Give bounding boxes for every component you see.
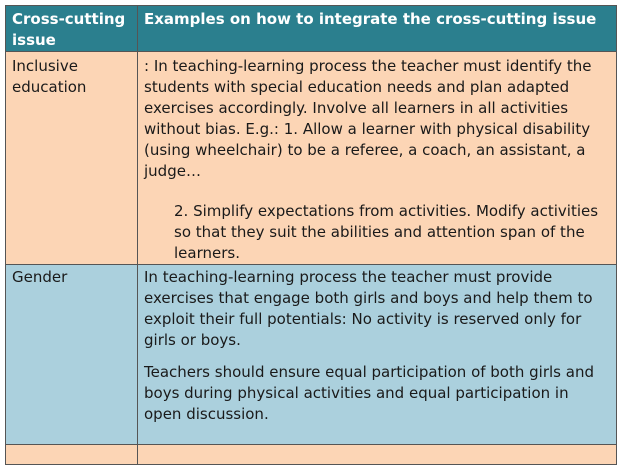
partial-cell-1	[6, 445, 138, 465]
issue-cell-inclusive-education: Inclusive education	[6, 52, 138, 265]
table-header-row	[6, 6, 617, 52]
table-row-inclusive-education	[6, 52, 617, 265]
inclusive-paragraph-2: 2. Simplify expectations from activities. Modify activities so that they suit the abilities and attention span of the learners.	[174, 202, 599, 262]
header-examples: Examples on how to integrate the cross-cutting issue	[138, 6, 617, 52]
inclusive-paragraph-1: : In teaching-learning process the teacher must identify the students with special education needs and plan adapted exercises accordingly. Involve all learners in all activities without bias. E.g.: 1. Allow a learner with physical disability (using wheelchair) to be a referee, a coach, an assistant, a judge…	[144, 57, 592, 180]
gender-paragraph-2: Teachers should ensure equal participation of both girls and boys during physical activities and equal participation in open discussion.	[144, 363, 594, 423]
table-row-gender	[6, 265, 617, 445]
gender-paragraph-1: In teaching-learning process the teacher must provide exercises that engage both girls and boys and help them to exploit their full potentials: No activity is reserved only for girls or boys.	[144, 268, 593, 349]
issue-cell-gender: Gender	[6, 265, 138, 445]
header-cross-cutting-issue: Cross-cutting issue	[6, 6, 138, 52]
partial-cell-2	[138, 445, 617, 465]
examples-cell-gender	[138, 265, 617, 445]
cross-cutting-issues-table	[5, 5, 617, 465]
examples-cell-inclusive-education	[138, 52, 617, 265]
table-row-partial	[6, 445, 617, 465]
